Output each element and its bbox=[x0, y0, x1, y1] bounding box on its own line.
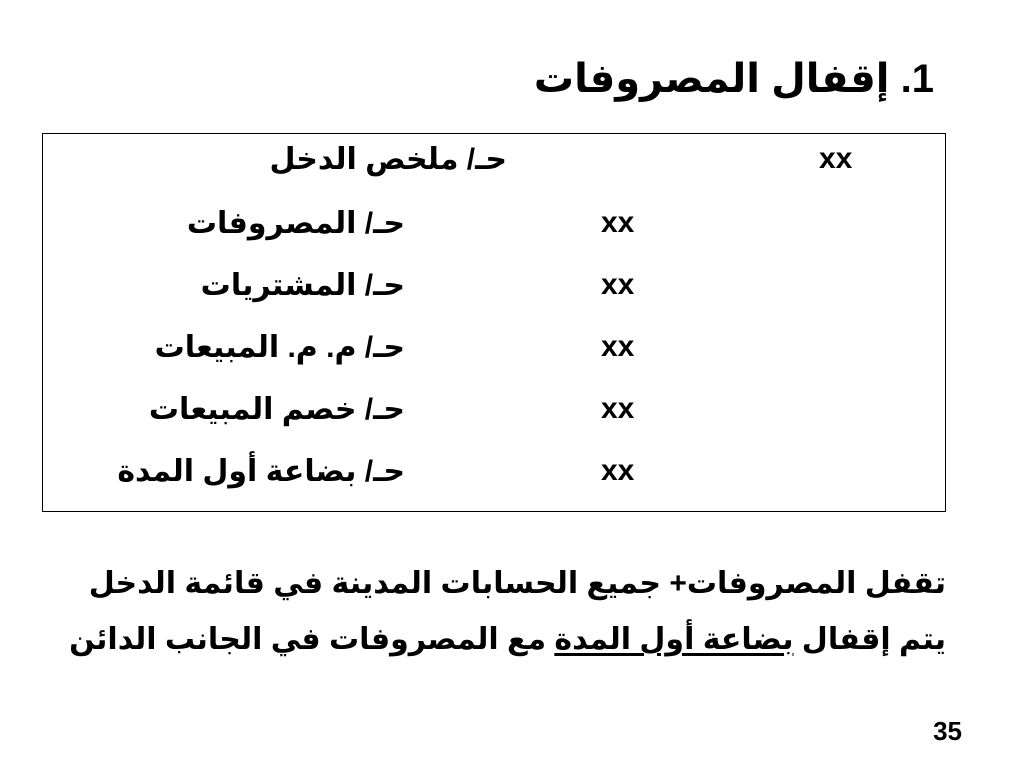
credit-account-label: حـ/ م. م. المبيعات bbox=[154, 331, 405, 364]
note-line-1: تقفل المصروفات+ جميع الحسابات المدينة في قائمة الدخل bbox=[88, 567, 946, 600]
credit-amount: xx bbox=[601, 454, 635, 487]
credit-row bbox=[43, 330, 945, 390]
debit-row bbox=[43, 142, 945, 202]
credit-account-label: حـ/ خصم المبيعات bbox=[148, 393, 405, 426]
credit-amount: xx bbox=[601, 206, 635, 239]
credit-amount: xx bbox=[601, 392, 635, 425]
credit-account-label: حـ/ المشتريات bbox=[200, 269, 405, 302]
credit-account-label: حـ/ المصروفات bbox=[186, 207, 405, 240]
credit-row bbox=[43, 268, 945, 328]
page-number: 35 bbox=[933, 716, 962, 746]
credit-account-label: حـ/ بضاعة أول المدة bbox=[117, 455, 405, 488]
note-text: يتم إقفال bbox=[793, 623, 946, 656]
journal-entry-box bbox=[42, 133, 946, 512]
note-line-2 bbox=[69, 622, 946, 657]
credit-amount: xx bbox=[601, 268, 635, 301]
debit-amount: xx bbox=[819, 142, 853, 175]
note-text: مع المصروفات في الجانب الدائن bbox=[69, 623, 555, 656]
credit-row bbox=[43, 206, 945, 266]
slide-title: 1. إقفال المصروفات bbox=[533, 57, 934, 101]
debit-account-label: حـ/ ملخص الدخل bbox=[269, 143, 507, 176]
note-underlined-text: بضاعة أول المدة bbox=[554, 623, 794, 656]
credit-row bbox=[43, 454, 945, 514]
credit-row bbox=[43, 392, 945, 452]
credit-amount: xx bbox=[601, 330, 635, 363]
